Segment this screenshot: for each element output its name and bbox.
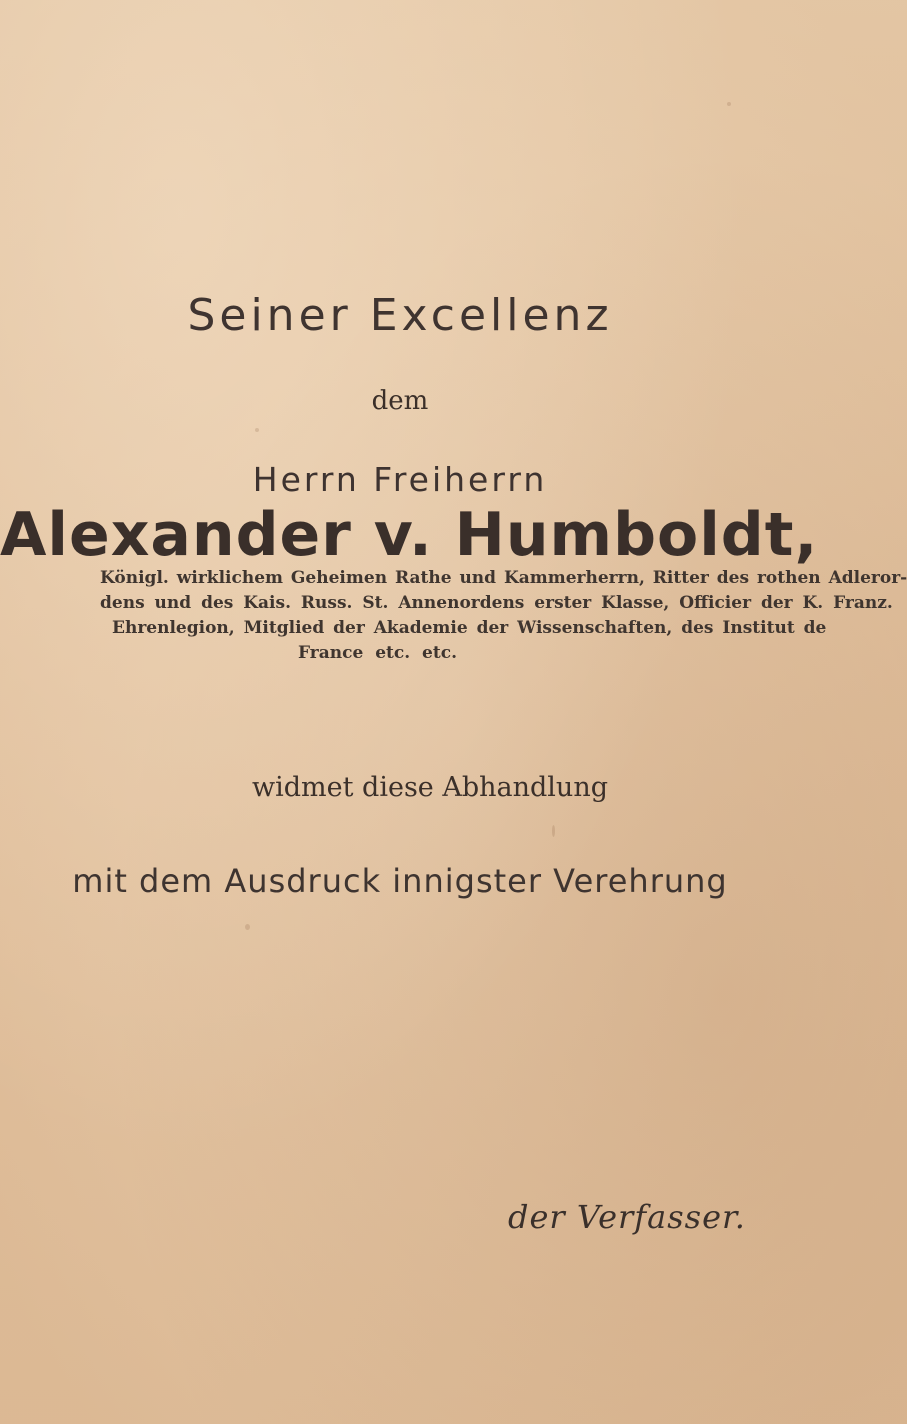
heading-herrn-freiherrn: Herrn Freiherrn [252,460,548,499]
dedication-statement: widmet diese Abhandlung [252,772,608,803]
titles-line: Ehrenlegion, Mitglied der Akademie der Wissenschaften, des Institut de [112,618,827,638]
dedication-sentiment: mit dem Ausdruck innigster Verehrung [72,862,728,900]
heading-seiner-excellenz: Seiner Excellenz [187,290,613,341]
dedicatee-titles [100,566,907,666]
titles-line: dens und des Kais. Russ. St. Annenordens erster Klasse, Officier der K. Franz. [100,593,893,613]
author-signature: der Verfasser. [508,1198,746,1236]
titles-line: Königl. wirklichem Geheimen Rathe und Kammerherrn, Ritter des rothen Adleror- [100,568,907,588]
paper-stain [727,102,731,106]
titles-line: France etc. etc. [298,643,457,663]
paper-stain [245,924,250,930]
heading-dem: dem [371,386,429,416]
dedicatee-name: Alexander v. Humboldt, [0,500,819,570]
paper-stain [255,428,259,432]
paper-stain [552,825,555,837]
